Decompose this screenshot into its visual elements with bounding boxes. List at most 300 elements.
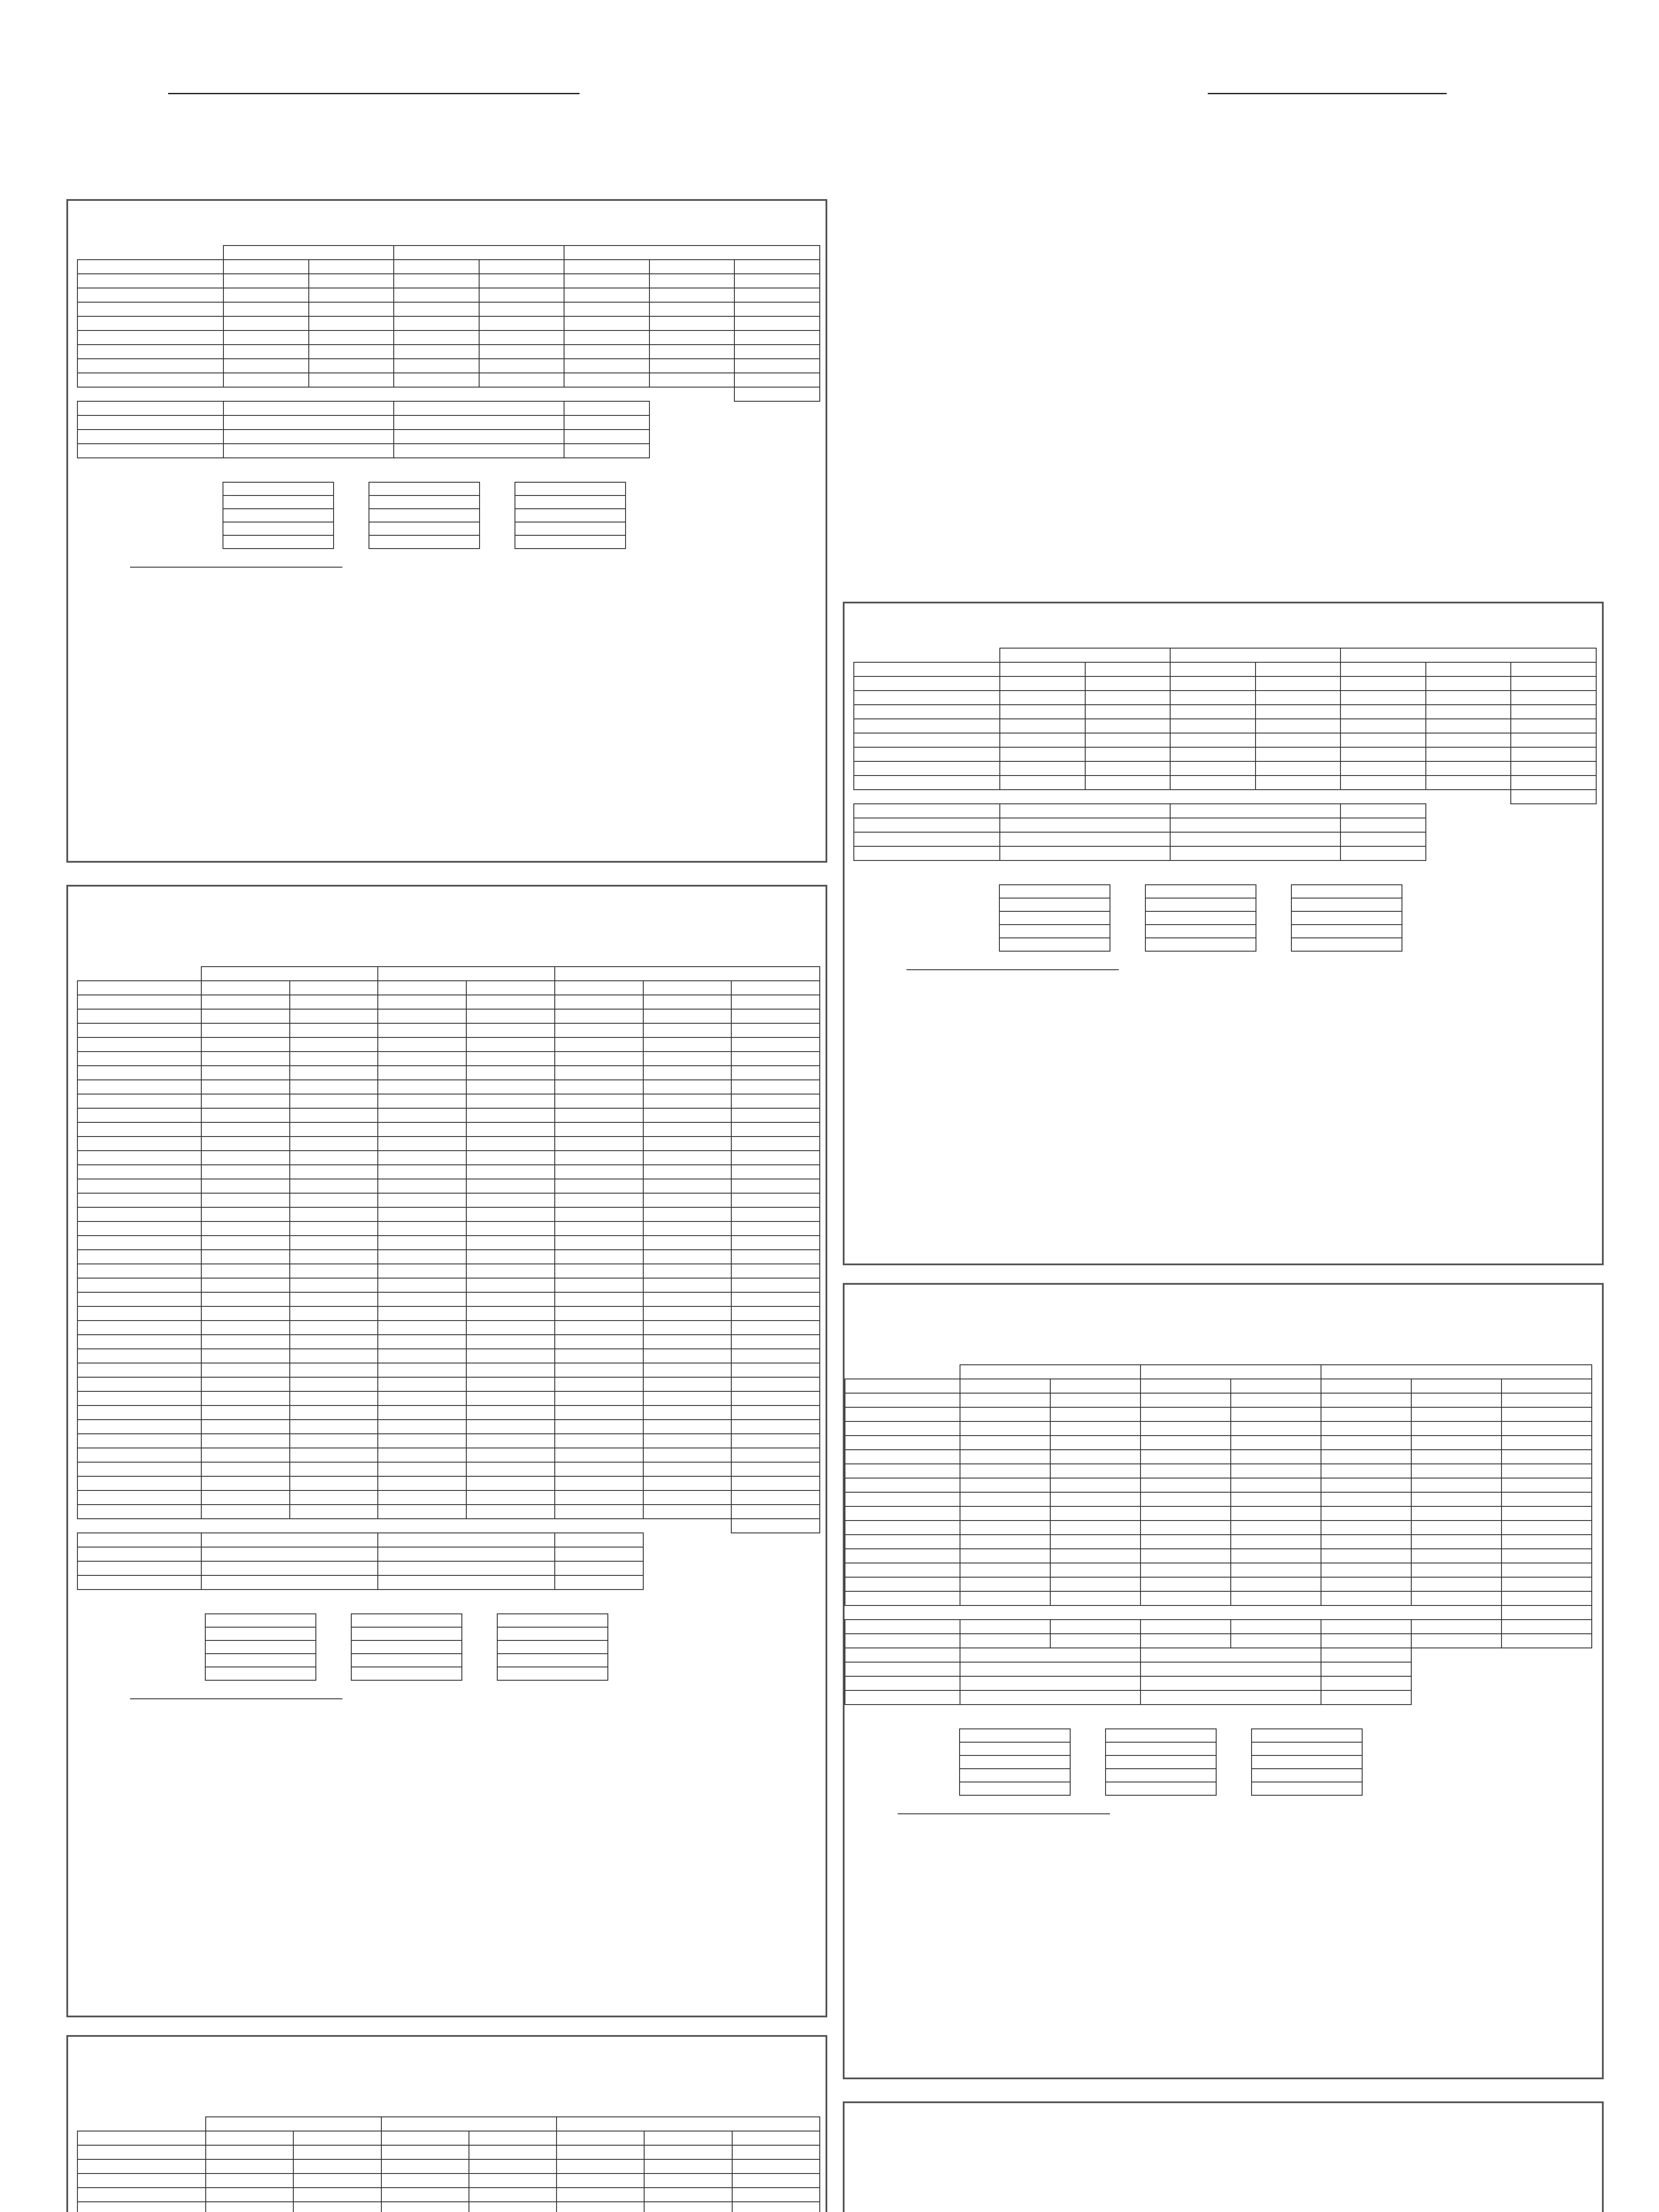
table-cell bbox=[1411, 1492, 1502, 1506]
table-cell bbox=[201, 1434, 290, 1448]
revenue-neutral-rate-value bbox=[1511, 790, 1596, 804]
table-cell bbox=[290, 1122, 378, 1137]
table-cell bbox=[555, 1023, 643, 1037]
table-cell bbox=[731, 1476, 820, 1490]
table-header bbox=[845, 1365, 960, 1379]
table-cell bbox=[854, 676, 1000, 691]
debt-row bbox=[853, 898, 1437, 911]
table-cell bbox=[731, 1037, 820, 1052]
revenue-neutral-rate-value bbox=[731, 1519, 820, 1533]
table-cell bbox=[309, 359, 394, 373]
debt-value bbox=[1291, 885, 1402, 898]
debt-row bbox=[77, 1627, 643, 1640]
debt-label bbox=[77, 1640, 205, 1654]
debt-label bbox=[853, 911, 999, 925]
summary-label bbox=[77, 1575, 201, 1590]
table-cell bbox=[309, 345, 394, 359]
table-cell bbox=[649, 302, 735, 316]
column-header bbox=[854, 662, 1000, 676]
table-cell bbox=[1231, 1549, 1321, 1563]
table-cell bbox=[378, 1179, 466, 1193]
table-cell bbox=[1411, 1591, 1502, 1605]
table-cell bbox=[1321, 1563, 1411, 1577]
column-group-header bbox=[1321, 1365, 1592, 1379]
debt-row bbox=[853, 885, 1437, 898]
table-cell bbox=[643, 1363, 732, 1377]
table-cell bbox=[731, 1179, 820, 1193]
table-cell bbox=[734, 274, 820, 288]
table-cell bbox=[201, 1023, 290, 1037]
table-cell bbox=[960, 1421, 1050, 1436]
table-row bbox=[854, 691, 1596, 705]
signer-name bbox=[906, 969, 1119, 970]
table-cell bbox=[960, 1591, 1050, 1605]
table-cell bbox=[223, 359, 309, 373]
column-header bbox=[1050, 1379, 1141, 1393]
summary-row bbox=[845, 1676, 1592, 1690]
table-row bbox=[845, 1436, 1592, 1450]
debt-label bbox=[853, 938, 999, 951]
debt-value bbox=[351, 1614, 462, 1627]
debt-value bbox=[515, 509, 626, 522]
table-cell bbox=[77, 1278, 201, 1292]
revenue-neutral-rate-label bbox=[77, 1519, 643, 1533]
table-cell bbox=[378, 1221, 466, 1236]
table-cell bbox=[731, 1023, 820, 1037]
table-cell bbox=[555, 1009, 643, 1023]
table-cell bbox=[77, 1250, 201, 1264]
table-cell bbox=[378, 1462, 466, 1476]
table-cell bbox=[1511, 776, 1596, 790]
table-cell bbox=[1231, 1506, 1321, 1521]
table-cell bbox=[378, 1236, 466, 1250]
table-cell bbox=[643, 1306, 732, 1321]
column-header bbox=[466, 981, 555, 995]
table-cell bbox=[1170, 776, 1256, 790]
table-cell bbox=[469, 2174, 557, 2188]
summary-label bbox=[77, 401, 223, 415]
table-cell bbox=[1170, 719, 1256, 733]
table-cell bbox=[643, 1080, 732, 1094]
table-cell bbox=[1411, 1478, 1502, 1492]
table-cell bbox=[1085, 691, 1171, 705]
table-cell bbox=[734, 302, 820, 316]
column-group-header bbox=[223, 246, 394, 260]
table-cell bbox=[1411, 1407, 1502, 1421]
debt-row bbox=[77, 535, 661, 549]
table-cell bbox=[466, 1037, 555, 1052]
table-cell bbox=[378, 1037, 466, 1052]
masthead-rule-right bbox=[1208, 93, 1447, 94]
summary-value bbox=[1170, 846, 1340, 860]
table-cell bbox=[1502, 1421, 1592, 1436]
debt-table bbox=[845, 1716, 1398, 1796]
table-row bbox=[77, 1080, 820, 1094]
summary-value bbox=[960, 1676, 1141, 1690]
table-cell bbox=[77, 1448, 201, 1462]
column-header bbox=[293, 2131, 381, 2145]
table-cell bbox=[1321, 1634, 1411, 1648]
debt-label bbox=[77, 509, 223, 522]
column-header bbox=[644, 2131, 732, 2145]
table-row bbox=[845, 1563, 1592, 1577]
table-row bbox=[845, 1577, 1592, 1591]
table-row bbox=[77, 1349, 820, 1363]
table-cell bbox=[1050, 1620, 1141, 1634]
column-group-header bbox=[206, 2117, 381, 2131]
table-cell bbox=[854, 705, 1000, 719]
table-cell bbox=[1050, 1535, 1141, 1549]
table-cell bbox=[466, 1165, 555, 1179]
summary-value bbox=[1340, 804, 1426, 818]
table-cell bbox=[555, 1292, 643, 1306]
table-row bbox=[77, 1151, 820, 1165]
summary-value bbox=[564, 401, 649, 415]
table-cell bbox=[378, 1406, 466, 1420]
table-cell bbox=[1085, 776, 1171, 790]
table-cell bbox=[1000, 761, 1085, 776]
column-header bbox=[643, 981, 732, 995]
table-cell bbox=[1050, 1436, 1141, 1450]
column-header bbox=[77, 2131, 206, 2145]
table-cell bbox=[1170, 691, 1256, 705]
debt-sub bbox=[853, 872, 999, 885]
table-cell bbox=[643, 1377, 732, 1391]
table-cell bbox=[557, 2159, 644, 2174]
table-cell bbox=[466, 1490, 555, 1505]
table-cell bbox=[201, 1292, 290, 1306]
table-cell bbox=[555, 1052, 643, 1066]
table-cell bbox=[731, 1462, 820, 1476]
table-row bbox=[77, 1165, 820, 1179]
table-cell bbox=[378, 1151, 466, 1165]
table-cell bbox=[960, 1393, 1050, 1407]
table-cell bbox=[731, 1151, 820, 1165]
table-cell bbox=[1256, 776, 1341, 790]
summary-row bbox=[77, 1575, 820, 1590]
table-cell bbox=[309, 302, 394, 316]
summary-value bbox=[1321, 1690, 1411, 1705]
table-cell bbox=[479, 302, 565, 316]
column-header bbox=[1321, 1379, 1411, 1393]
table-cell bbox=[960, 1492, 1050, 1506]
table-row bbox=[854, 733, 1596, 747]
column-group-header bbox=[555, 967, 820, 981]
table-row bbox=[77, 1023, 820, 1037]
table-cell bbox=[1050, 1563, 1141, 1577]
table-cell bbox=[557, 2174, 644, 2188]
debt-value bbox=[1252, 1729, 1362, 1742]
table-cell bbox=[731, 1009, 820, 1023]
table-cell bbox=[1502, 1393, 1592, 1407]
table-cell bbox=[378, 1009, 466, 1023]
summary-value bbox=[960, 1648, 1141, 1662]
budget-table bbox=[77, 2116, 820, 2212]
table-cell bbox=[643, 1236, 732, 1250]
debt-value bbox=[999, 898, 1110, 911]
debt-value bbox=[515, 535, 626, 549]
column-header bbox=[77, 260, 223, 274]
table-cell bbox=[1511, 733, 1596, 747]
table-row bbox=[77, 359, 820, 373]
table-cell bbox=[77, 1349, 201, 1363]
table-cell bbox=[557, 2145, 644, 2159]
table-cell bbox=[643, 1434, 732, 1448]
table-cell bbox=[77, 995, 201, 1009]
table-cell bbox=[1321, 1577, 1411, 1591]
table-cell bbox=[960, 1506, 1050, 1521]
summary-label bbox=[77, 1561, 201, 1575]
debt-label bbox=[853, 885, 999, 898]
debt-value bbox=[1291, 938, 1402, 951]
table-cell bbox=[1411, 1393, 1502, 1407]
table-cell bbox=[564, 302, 649, 316]
debt-row bbox=[77, 1614, 643, 1627]
table-cell bbox=[378, 1080, 466, 1094]
table-cell bbox=[1321, 1478, 1411, 1492]
revenue-neutral-rate-value bbox=[734, 387, 820, 401]
table-cell bbox=[731, 1377, 820, 1391]
table-cell bbox=[201, 1363, 290, 1377]
table-cell bbox=[394, 330, 479, 345]
table-cell bbox=[1050, 1492, 1141, 1506]
table-cell bbox=[201, 1009, 290, 1023]
column-header bbox=[1502, 1379, 1592, 1393]
summary-value bbox=[1000, 804, 1170, 818]
table-cell bbox=[378, 1292, 466, 1306]
debt-label bbox=[845, 1782, 960, 1795]
table-cell bbox=[466, 1151, 555, 1165]
summary-value bbox=[394, 401, 564, 415]
table-cell bbox=[1411, 1521, 1502, 1535]
table-cell bbox=[206, 2174, 293, 2188]
table-row bbox=[77, 302, 820, 316]
debt-sub bbox=[77, 1601, 205, 1614]
debt-row bbox=[845, 1755, 1398, 1769]
table-cell bbox=[466, 1193, 555, 1207]
publication-line bbox=[845, 1285, 1602, 1296]
table-row bbox=[77, 1066, 820, 1080]
debt-year bbox=[1291, 872, 1402, 885]
table-cell bbox=[309, 316, 394, 330]
table-cell bbox=[290, 1094, 378, 1108]
table-cell bbox=[555, 1406, 643, 1420]
table-cell bbox=[1231, 1436, 1321, 1450]
table-cell bbox=[555, 1306, 643, 1321]
table-cell bbox=[555, 1420, 643, 1434]
debt-row bbox=[845, 1729, 1398, 1742]
table-cell bbox=[290, 1335, 378, 1349]
table-row bbox=[845, 1478, 1592, 1492]
table-cell bbox=[731, 1321, 820, 1335]
table-cell bbox=[1321, 1450, 1411, 1464]
table-cell bbox=[734, 288, 820, 302]
table-cell bbox=[378, 1391, 466, 1406]
summary-value bbox=[555, 1533, 643, 1547]
table-cell bbox=[381, 2188, 469, 2202]
table-cell bbox=[1411, 1436, 1502, 1450]
table-row bbox=[77, 1236, 820, 1250]
table-cell bbox=[466, 1448, 555, 1462]
debt-value bbox=[351, 1667, 462, 1680]
table-row bbox=[77, 373, 820, 387]
table-cell bbox=[378, 1264, 466, 1278]
table-cell bbox=[77, 1137, 201, 1151]
summary-label bbox=[845, 1662, 960, 1676]
summary-row bbox=[854, 804, 1596, 818]
table-cell bbox=[731, 1420, 820, 1434]
budget-table bbox=[853, 648, 1597, 861]
summary-label bbox=[854, 818, 1000, 832]
column-header bbox=[394, 260, 479, 274]
table-cell bbox=[378, 1207, 466, 1221]
table-cell bbox=[77, 1363, 201, 1377]
table-row bbox=[845, 1464, 1592, 1478]
debt-value bbox=[223, 482, 334, 495]
table-cell bbox=[290, 1250, 378, 1264]
column-header bbox=[732, 2131, 820, 2145]
table-cell bbox=[293, 2202, 381, 2212]
table-header bbox=[77, 967, 201, 981]
column-header bbox=[845, 1379, 960, 1393]
table-cell bbox=[643, 1250, 732, 1264]
table-cell bbox=[466, 1377, 555, 1391]
table-cell bbox=[1256, 747, 1341, 761]
table-cell bbox=[731, 1448, 820, 1462]
summary-value bbox=[1141, 1662, 1321, 1676]
debt-value bbox=[1291, 898, 1402, 911]
table-cell bbox=[466, 1264, 555, 1278]
table-cell bbox=[643, 1420, 732, 1434]
summary-label bbox=[77, 444, 223, 458]
table-cell bbox=[555, 1236, 643, 1250]
table-row bbox=[845, 1421, 1592, 1436]
signer-name bbox=[130, 567, 342, 568]
table-cell bbox=[734, 373, 820, 387]
table-cell bbox=[394, 302, 479, 316]
table-row bbox=[77, 1221, 820, 1236]
table-cell bbox=[1256, 705, 1341, 719]
table-cell bbox=[1411, 1549, 1502, 1563]
debt-value bbox=[960, 1742, 1070, 1755]
column-header bbox=[649, 260, 735, 274]
debt-value bbox=[497, 1654, 608, 1667]
table-cell bbox=[731, 1434, 820, 1448]
table-cell bbox=[1256, 719, 1341, 733]
summary-value bbox=[394, 430, 564, 444]
debt-value bbox=[205, 1614, 316, 1627]
table-cell bbox=[960, 1450, 1050, 1464]
table-cell bbox=[479, 316, 565, 330]
table-cell bbox=[854, 691, 1000, 705]
table-cell bbox=[378, 1335, 466, 1349]
column-header bbox=[77, 981, 201, 995]
table-cell bbox=[77, 1108, 201, 1122]
debt-value bbox=[369, 522, 480, 535]
table-cell bbox=[1502, 1535, 1592, 1549]
table-cell bbox=[564, 288, 649, 302]
table-cell bbox=[201, 1207, 290, 1221]
table-cell bbox=[643, 1278, 732, 1292]
table-cell bbox=[643, 1094, 732, 1108]
table-row bbox=[77, 1278, 820, 1292]
table-cell bbox=[564, 359, 649, 373]
debt-label bbox=[77, 482, 223, 495]
table-row bbox=[845, 1506, 1592, 1521]
table-cell bbox=[1050, 1421, 1141, 1436]
table-cell bbox=[77, 1236, 201, 1250]
debt-row bbox=[845, 1769, 1398, 1782]
table-cell bbox=[378, 1165, 466, 1179]
table-cell bbox=[466, 1122, 555, 1137]
table-cell bbox=[1502, 1549, 1592, 1563]
table-cell bbox=[201, 1278, 290, 1292]
summary-row bbox=[77, 415, 820, 430]
summary-label bbox=[77, 415, 223, 430]
table-cell bbox=[1085, 761, 1171, 776]
table-cell bbox=[649, 345, 735, 359]
debt-row bbox=[853, 938, 1437, 951]
debt-label bbox=[77, 1667, 205, 1680]
debt-value bbox=[515, 482, 626, 495]
debt-label bbox=[77, 1627, 205, 1640]
table-cell bbox=[555, 1179, 643, 1193]
column-header bbox=[1085, 662, 1171, 676]
table-cell bbox=[290, 1434, 378, 1448]
table-cell bbox=[643, 1193, 732, 1207]
table-cell bbox=[644, 2188, 732, 2202]
table-row bbox=[845, 1549, 1592, 1563]
table-cell bbox=[643, 1221, 732, 1236]
column-header bbox=[1426, 662, 1511, 676]
table-cell bbox=[1321, 1393, 1411, 1407]
table-cell bbox=[293, 2174, 381, 2188]
column-header bbox=[309, 260, 394, 274]
debt-value bbox=[999, 925, 1110, 938]
table-cell bbox=[1170, 676, 1256, 691]
debt-value bbox=[223, 535, 334, 549]
table-cell bbox=[1321, 1521, 1411, 1535]
table-cell bbox=[1426, 676, 1511, 691]
table-cell bbox=[1050, 1450, 1141, 1464]
summary-value bbox=[223, 415, 394, 430]
summary-value bbox=[1141, 1648, 1321, 1662]
table-cell bbox=[77, 1476, 201, 1490]
table-cell bbox=[466, 1236, 555, 1250]
table-cell bbox=[309, 330, 394, 345]
table-row bbox=[77, 1179, 820, 1193]
table-cell bbox=[290, 1292, 378, 1306]
publication-line bbox=[68, 887, 826, 898]
table-cell bbox=[201, 1476, 290, 1490]
table-cell bbox=[555, 1037, 643, 1052]
table-cell bbox=[290, 1137, 378, 1151]
debt-row bbox=[853, 911, 1437, 925]
table-cell bbox=[77, 1505, 201, 1519]
table-cell bbox=[77, 1292, 201, 1306]
table-row bbox=[77, 1505, 820, 1519]
column-header bbox=[1340, 662, 1426, 676]
table-cell bbox=[201, 1250, 290, 1264]
table-cell bbox=[201, 1122, 290, 1137]
table-cell bbox=[290, 1391, 378, 1406]
table-cell bbox=[290, 1462, 378, 1476]
table-cell bbox=[1000, 747, 1085, 761]
notice-city-of-carbondale bbox=[843, 1283, 1604, 2079]
table-cell bbox=[731, 1080, 820, 1094]
table-row bbox=[845, 1492, 1592, 1506]
table-row bbox=[854, 747, 1596, 761]
